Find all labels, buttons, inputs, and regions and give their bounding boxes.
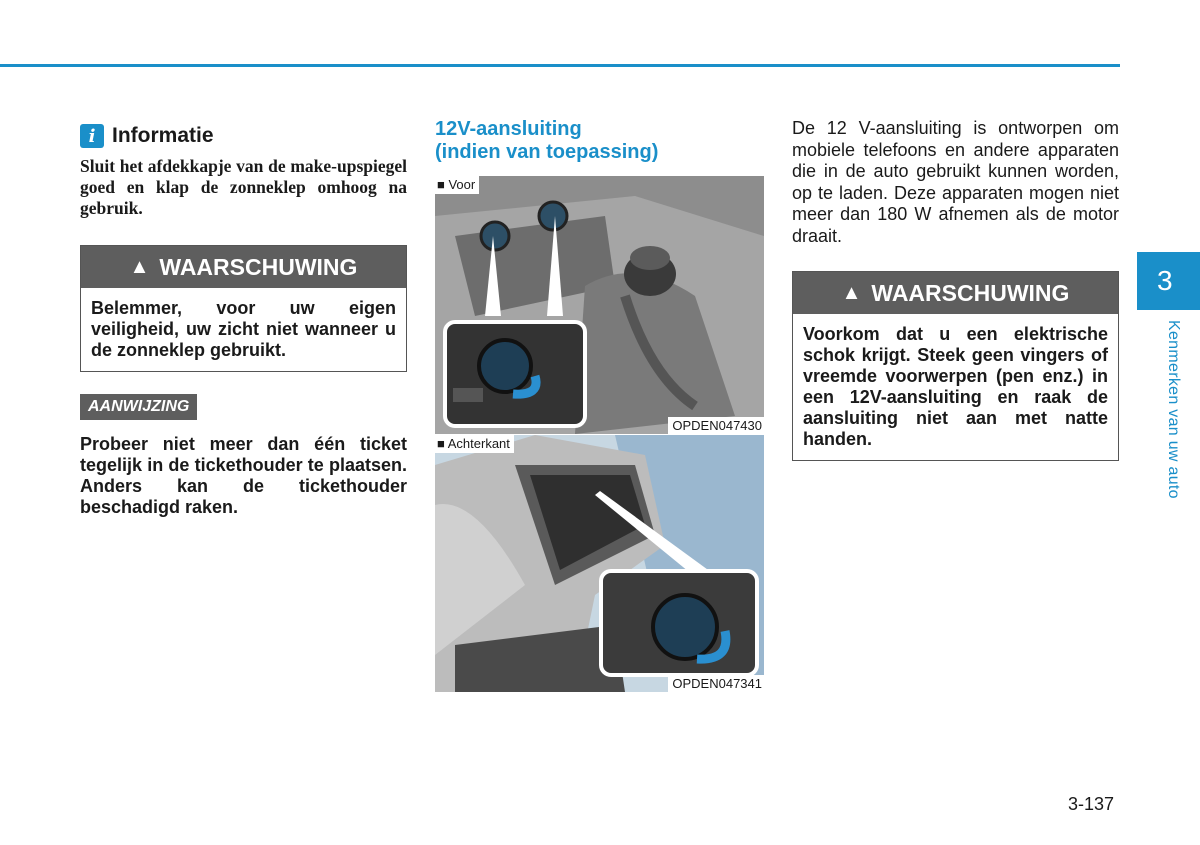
figure-label: ■ Voor	[435, 176, 479, 194]
warning-text: Belemmer, voor uw eigen veiligheid, uw zicht niet wanneer u de zonneklep gebruikt.	[91, 298, 396, 360]
warning-text: Voorkom dat u een elektrische schok krijgt. Steek geen vingers of vreemde voorwerpen (pen enz.) in een 12V-aansluiting en raak de aansluiting niet aan met natte handen.	[803, 324, 1108, 449]
chapter-tab-title: Kenmerken van uw auto	[1165, 320, 1182, 499]
front-console-illustration	[435, 176, 764, 434]
page-number: 3-137	[1068, 794, 1115, 814]
info-text: Sluit het afdekkapje van de make-upspiegel goed en klap de zonneklep omhoog na gebruik.	[80, 156, 407, 218]
figure-code: OPDEN047430	[668, 417, 764, 434]
section-title	[435, 118, 765, 164]
right-column	[792, 118, 1119, 461]
warning-box	[792, 271, 1119, 461]
chapter-tab-number: 3	[1137, 252, 1200, 310]
figure-rear	[435, 435, 764, 692]
top-rule	[0, 64, 1120, 67]
warning-title: WAARSCHUWING	[871, 279, 1070, 306]
section-title-line1: 12V-aansluiting	[435, 118, 582, 140]
warning-header	[793, 272, 1118, 314]
warning-box	[80, 245, 407, 372]
body-text: De 12 V-aansluiting is ontworpen om mobiele telefoons en andere apparaten die in de auto gebruikt kunnen worden, op te laden. Deze apparaten mogen niet meer dan 180 W afnemen als de motor draait.	[792, 118, 1119, 246]
section-title-line2: (indien van toepassing)	[435, 141, 659, 163]
figure-label: ■ Achterkant	[435, 435, 514, 453]
middle-column	[435, 118, 765, 692]
info-icon: i	[80, 124, 104, 148]
info-title: Informatie	[112, 124, 214, 147]
figure-front	[435, 176, 764, 434]
warning-header	[81, 246, 406, 288]
figure-code: OPDEN047341	[668, 675, 764, 692]
rear-trunk-illustration	[435, 435, 764, 692]
left-column	[80, 124, 407, 518]
note-label: AANWIJZING	[80, 394, 197, 420]
warning-triangle-icon: ▲	[129, 255, 150, 278]
warning-title: WAARSCHUWING	[159, 253, 358, 280]
info-heading	[80, 124, 407, 148]
note-text: Probeer niet meer dan één ticket tegelijk in de tickethouder te plaatsen. Anders kan de tickethouder beschadigd raken.	[80, 434, 407, 517]
warning-triangle-icon: ▲	[841, 281, 862, 304]
